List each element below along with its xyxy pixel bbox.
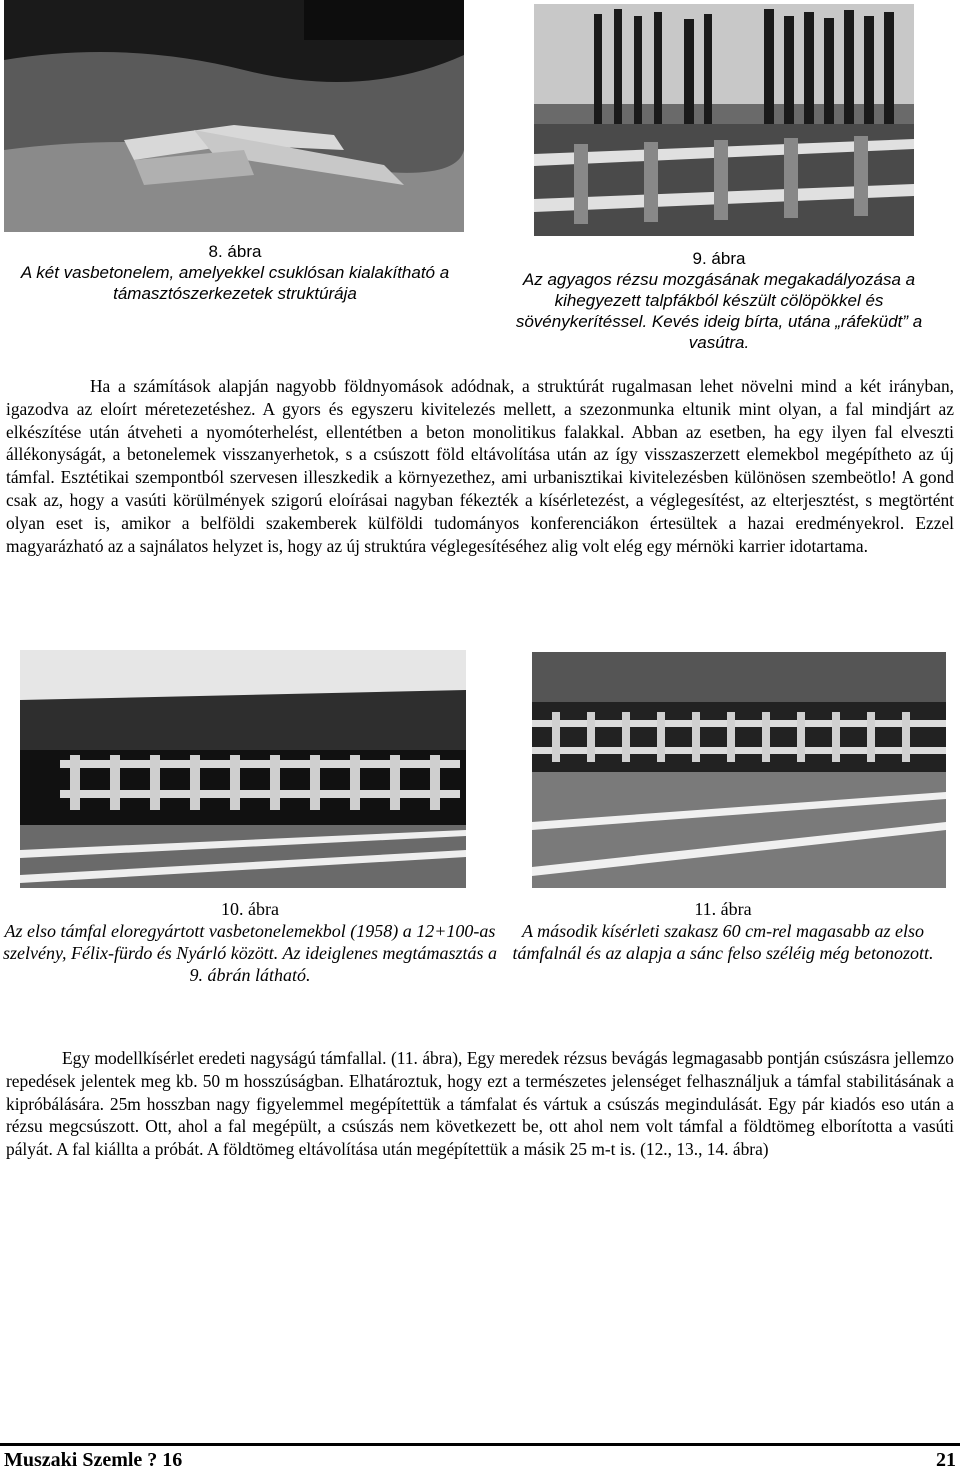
figure-9-caption bbox=[493, 248, 945, 353]
figure-11-caption bbox=[494, 898, 952, 964]
figure-caption-text: A második kísérleti szakasz 60 cm-rel magasabb az elso támfalnál és az alapja a sánc felso széléig még betonozott. bbox=[512, 921, 934, 963]
figure-10-caption bbox=[0, 898, 500, 986]
figure-number: 8. ábra bbox=[208, 242, 262, 261]
journal-title: Muszaki Szemle ? 16 bbox=[4, 1449, 183, 1471]
footer-rule bbox=[0, 1443, 960, 1446]
figure-number: 11. ábra bbox=[694, 899, 752, 919]
figure-caption-text: A két vasbetonelem, amelyekkel csuklósan kialakítható a támasztószerkezetek struktúrája bbox=[20, 263, 450, 303]
figure-9-photo bbox=[534, 4, 914, 236]
figure-caption-text: Az agyagos rézsu mozgásának megakadályozása a kihegyezett talpfákból készült cölöpökkel és sövénykerítéssel. Kevés ideig bírta, utána „ráfeküdt” a vasútra. bbox=[515, 270, 923, 352]
figure-caption-text: Az elso támfal eloregyártott vasbetonelemekbol (1958) a 12+100-as szelvény, Félix-fürdo és Nyárló között. Az ideiglenes megtámasztás a 9. ábrán látható. bbox=[3, 921, 497, 985]
figure-8-caption bbox=[0, 241, 470, 304]
paragraph-text: Egy modellkísérlet eredeti nagyságú támfallal. (11. ábra), Egy meredek rézsus bevágás legmagasabb pontján csúszásra jellemzo repedések jelentek meg kb. 50 m hosszúságban. Elhatároztuk, hogy ezt a természetes jelenséget felhasználjuk a támfal stabilitásának a kipróbálására. 25m hosszban nagy figyelemmel megépítettük a támfalat és vártuk a csúszás megindulását. Egy pár kiadós eso után a rézsu megcsúszott. Ott, ahol a fal megépült, a csúszás nem következett be, ott ahol nem volt támfal a földtömeg elborította a vasúti pályát. A fal kiállta a próbát. A földtömeg eltávolítása után megépítettük a másik 25 m-t is. (12., 13., 14. ábra) bbox=[6, 1048, 954, 1160]
figure-number: 10. ábra bbox=[221, 899, 279, 919]
figure-number: 9. ábra bbox=[692, 249, 746, 268]
page-number: 21 bbox=[936, 1449, 956, 1471]
body-paragraph-2 bbox=[6, 1047, 954, 1161]
figure-11-photo bbox=[532, 652, 946, 888]
body-paragraph-1 bbox=[6, 375, 954, 557]
figure-10-photo bbox=[20, 650, 466, 888]
figure-8-photo bbox=[4, 0, 464, 232]
paragraph-text: Ha a számítások alapján nagyobb földnyomások adódnak, a struktúrát rugalmasan lehet növelni mind a két irányban, igazodva az eloírt méretezetéshez. A gyors és egyszeru kivitelezés mellett, a szezonmunka eltunik mint olyan, a fal mindjárt az elkészítése után átveheti a nyomóterhelést, ellentétben a beton monolitikus falakkal. Abban az esetben, ha egy ilyen fal elveszti állékonyságát, a betonelemek visszanyerhetok, s a csúszott föld eltávolítása után az így visszaszerzett elemekbol megépítheto az új támfal. Esztétikai szempontból szervesen illeszkedik a környezethez, ami urbanisztikai kivitelezésben különösen szembeötlo! A gond csak az, hogy a vasúti körülmények szigorú eloírásai nagyban fékezték a kísérletezést, a véglegesítést, az elterjesztést, s megtörtént olyan eset is, amikor a belföldi szakemberek külföldi tudományos konferenciákon értesültek a hazai eredményekrol. Ezzel magyarázható az a sajnálatos helyzet is, hogy az új struktúra véglegesítéséhez alig volt elég egy mérnöki karrier idotartama. bbox=[6, 376, 954, 556]
